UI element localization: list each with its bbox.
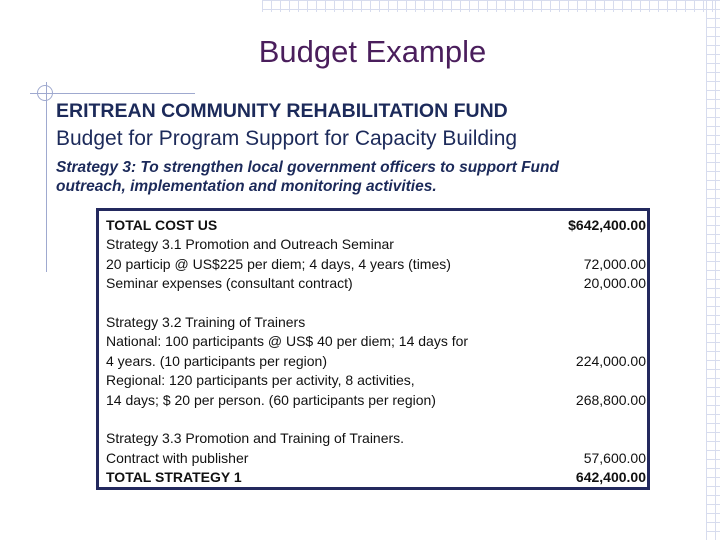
table-row <box>106 313 646 332</box>
row-amount: 268,800.00 <box>575 391 646 408</box>
fund-heading: ERITREAN COMMUNITY REHABILITATION FUND <box>56 100 508 122</box>
decorative-vertical-line <box>46 82 47 272</box>
row-description: 4 years. (10 participants per region) <box>106 352 327 369</box>
row-description: TOTAL COST US <box>106 217 218 233</box>
table-row <box>106 332 646 351</box>
row-amount: $642,400.00 <box>568 217 646 233</box>
row-description: Contract with publisher <box>106 449 249 466</box>
row-amount: 72,000.00 <box>583 255 646 272</box>
row-description: National: 100 participants @ US$ 40 per diem; 14 days for <box>106 333 469 350</box>
table-row <box>106 468 646 487</box>
table-row <box>106 274 646 293</box>
budget-table <box>96 208 650 490</box>
table-row <box>106 429 646 448</box>
budget-subheading: Budget for Program Support for Capacity Building <box>56 127 518 150</box>
row-description: 14 days; $ 20 per person. (60 participants per region) <box>106 391 436 408</box>
table-row <box>106 371 646 390</box>
row-description: Regional: 120 participants per activity, 8 activities, <box>106 372 415 389</box>
table-row <box>106 294 646 313</box>
decorative-grid-top <box>262 0 720 12</box>
row-amount: 20,000.00 <box>583 275 646 292</box>
decorative-circle <box>37 85 53 101</box>
row-description: Strategy 3.3 Promotion and Training of Trainers. <box>106 430 405 447</box>
strategy-line: Strategy 3: To strengthen local government officers to support Fund <box>56 159 559 176</box>
decorative-horizontal-line <box>30 93 195 94</box>
row-description: Strategy 3.1 Promotion and Outreach Seminar <box>106 236 394 253</box>
strategy-line: outreach, implementation and monitoring activities. <box>56 178 437 195</box>
row-amount: 57,600.00 <box>583 449 646 466</box>
row-description: TOTAL STRATEGY 1 <box>106 469 242 486</box>
row-description: 20 particip @ US$225 per diem; 4 days, 4 years (times) <box>106 255 451 272</box>
decorative-grid-right <box>706 0 720 540</box>
table-row <box>106 391 646 410</box>
table-row <box>106 352 646 371</box>
strategy-statement <box>56 158 676 196</box>
table-row <box>106 235 646 254</box>
table-row <box>106 410 646 429</box>
row-amount: 642,400.00 <box>575 469 646 486</box>
slide-title: Budget Example <box>258 34 487 69</box>
row-description: Seminar expenses (consultant contract) <box>106 275 353 292</box>
table-row <box>106 255 646 274</box>
row-description: Strategy 3.2 Training of Trainers <box>106 314 306 330</box>
table-row <box>106 216 646 235</box>
table-row <box>106 449 646 468</box>
row-amount: 224,000.00 <box>575 352 646 369</box>
